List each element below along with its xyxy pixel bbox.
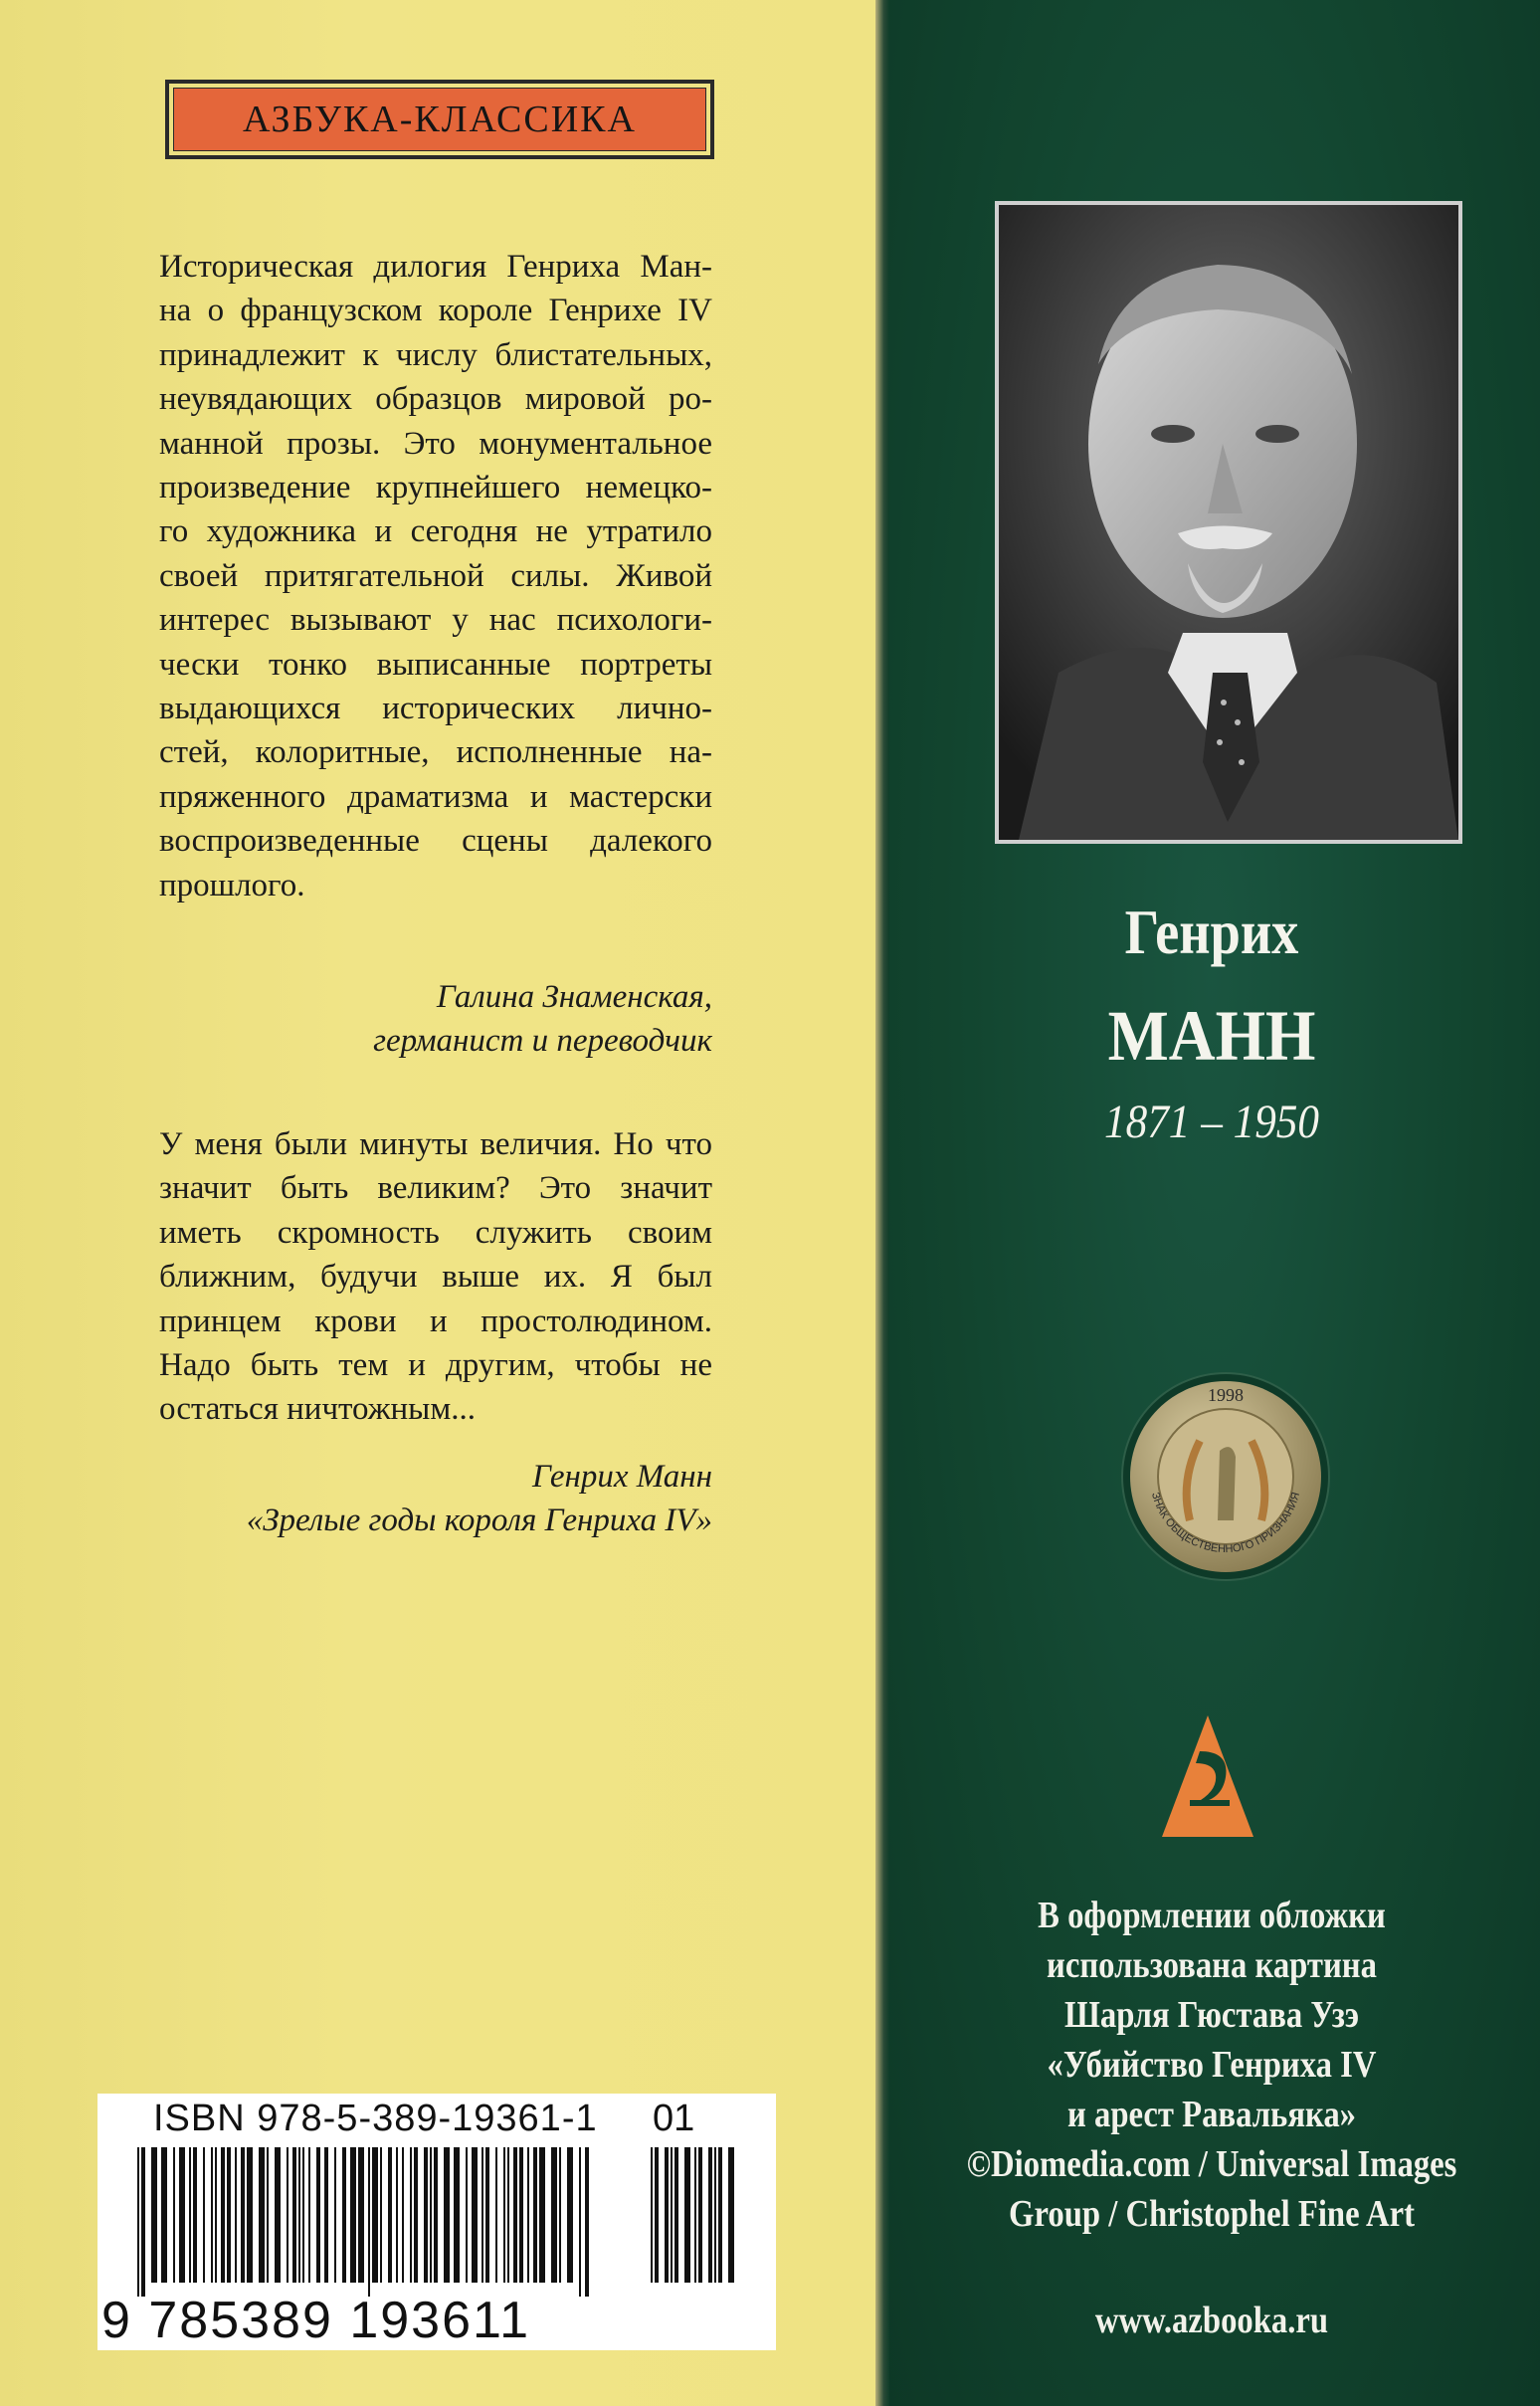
description-line: выдающихся исторических лично- bbox=[159, 691, 712, 727]
barcode-bar bbox=[203, 2147, 205, 2283]
barcode-bar bbox=[292, 2147, 296, 2283]
attribution-name: Галина Знаменская, bbox=[436, 979, 712, 1015]
barcode-bar bbox=[579, 2147, 581, 2297]
barcode-bar bbox=[372, 2147, 378, 2283]
barcode-bar bbox=[444, 2147, 450, 2283]
description-line: воспроизведенные сцены далекого bbox=[159, 823, 712, 860]
barcode-bar bbox=[298, 2147, 300, 2283]
barcode-bar bbox=[410, 2147, 412, 2283]
barcode-bar bbox=[151, 2147, 157, 2283]
barcode-bar bbox=[302, 2147, 304, 2283]
barcode-addon-bars bbox=[651, 2147, 750, 2297]
medal-year: 1998 bbox=[1208, 1385, 1244, 1405]
recognition-medal-icon bbox=[1120, 1371, 1331, 1582]
isbn-label: ISBN 978-5-389-19361-1 bbox=[153, 2098, 598, 2139]
barcode-bar bbox=[380, 2147, 382, 2283]
credit-line: Шарля Гюстава Узэ bbox=[1064, 1994, 1359, 2036]
barcode-bar bbox=[342, 2147, 346, 2283]
quote-line: принцем крови и простолюдином. bbox=[159, 1303, 712, 1339]
barcode-bar bbox=[137, 2147, 139, 2297]
medal-ring-text: ЗНАК ОБЩЕСТВЕННОГО ПРИЗНАНИЯ bbox=[1148, 1491, 1303, 1556]
barcode-bar bbox=[241, 2147, 245, 2283]
barcode-bar bbox=[684, 2147, 690, 2283]
portrait-photo bbox=[999, 205, 1458, 840]
barcode-bar bbox=[519, 2147, 523, 2283]
barcode-bar bbox=[221, 2147, 225, 2283]
description-line: стей, колоритные, исполненные на- bbox=[159, 734, 712, 771]
barcode-bar bbox=[718, 2147, 722, 2283]
barcode-bar bbox=[259, 2147, 265, 2283]
barcode-bar bbox=[533, 2147, 537, 2283]
barcode-bar bbox=[227, 2147, 231, 2283]
description-line: неувядающих образцов мировой ро- bbox=[159, 381, 712, 418]
barcode-bar bbox=[513, 2147, 517, 2283]
barcode-bar bbox=[481, 2147, 483, 2283]
description-line: на о французском короле Генрихе IV bbox=[159, 293, 712, 329]
barcode-bar bbox=[189, 2147, 191, 2283]
barcode-bar bbox=[708, 2147, 712, 2283]
author-last-name: МАНН bbox=[1107, 996, 1316, 1076]
barcode-bar bbox=[193, 2147, 197, 2283]
barcode-bar bbox=[454, 2147, 460, 2283]
description-line: манной прозы. Это монументальное bbox=[159, 425, 712, 462]
barcode-bar bbox=[585, 2147, 589, 2297]
description-line: пряженного драматизма и мастерски bbox=[159, 778, 712, 815]
barcode-bar bbox=[466, 2147, 468, 2283]
barcode-bar bbox=[507, 2147, 509, 2283]
series-label: АЗБУКА-КЛАССИКА bbox=[173, 88, 706, 151]
barcode-bar bbox=[173, 2147, 175, 2283]
barcode-bar bbox=[551, 2147, 557, 2283]
credit-line: В оформлении обложки bbox=[1038, 1895, 1386, 1936]
credit-line: Group / Christophel Fine Art bbox=[1009, 2193, 1415, 2235]
barcode-bar bbox=[414, 2147, 418, 2283]
author-first-name: Генрих bbox=[1124, 897, 1299, 967]
quote-line: ближним, будучи выше их. Я был bbox=[159, 1259, 712, 1296]
barcode-bar bbox=[324, 2147, 328, 2283]
quote-source: «Зрелые годы короля Генриха IV» bbox=[246, 1503, 712, 1538]
barcode-bar bbox=[728, 2147, 734, 2283]
barcode-bar bbox=[714, 2147, 716, 2283]
barcode-bar bbox=[215, 2147, 217, 2283]
barcode-bar bbox=[567, 2147, 573, 2283]
barcode-bar bbox=[694, 2147, 696, 2283]
barcode-bar bbox=[396, 2147, 398, 2283]
quote-line: остаться ничтожным... bbox=[159, 1391, 476, 1428]
quote-line: значит быть великим? Это значит bbox=[159, 1170, 712, 1207]
azbuka-logo-icon bbox=[1160, 1711, 1255, 1841]
barcode-bar bbox=[179, 2147, 185, 2283]
author-portrait bbox=[995, 201, 1462, 844]
barcode-addon-code: 01 bbox=[653, 2098, 695, 2139]
description-attribution bbox=[373, 975, 712, 1063]
barcode-bar bbox=[287, 2147, 289, 2283]
description-line: своей притягательной силы. Живой bbox=[159, 557, 712, 594]
barcode-bar bbox=[472, 2147, 478, 2283]
series-badge bbox=[165, 80, 714, 159]
barcode-bar bbox=[651, 2147, 653, 2283]
quote-line: иметь скромность служить своим bbox=[159, 1214, 712, 1251]
barcode-bar bbox=[161, 2147, 167, 2283]
description-line: чески тонко выписанные портреты bbox=[159, 646, 712, 683]
barcode-bar bbox=[368, 2147, 370, 2297]
quote-line: У меня были минуты величия. Но что bbox=[159, 1126, 712, 1162]
barcode-bar bbox=[503, 2147, 505, 2283]
description-line: прошлого. bbox=[159, 867, 305, 903]
barcode-bar bbox=[495, 2147, 497, 2283]
barcode-bar bbox=[424, 2147, 428, 2283]
description-line: принадлежит к числу блистательных, bbox=[159, 336, 712, 373]
barcode-bar bbox=[275, 2147, 281, 2283]
barcode-bar bbox=[430, 2147, 432, 2283]
barcode-bar bbox=[350, 2147, 356, 2283]
description-line: Историческая дилогия Генриха Ман- bbox=[159, 249, 712, 285]
publisher-website: www.azbooka.ru bbox=[1094, 2300, 1329, 2341]
barcode-bar bbox=[559, 2147, 561, 2283]
author-years: 1871 – 1950 bbox=[1104, 1096, 1319, 1148]
barcode-bar bbox=[247, 2147, 253, 2283]
barcode-bar bbox=[665, 2147, 669, 2283]
description-line: произведение крупнейшего немецко- bbox=[159, 470, 712, 506]
description-line: го художника и сегодня не утратило bbox=[159, 513, 712, 550]
cover-credits bbox=[883, 1891, 1540, 2239]
attribution-role: германист и переводчик bbox=[373, 1023, 712, 1059]
quote-line: Надо быть тем и другим, чтобы не bbox=[159, 1347, 712, 1384]
description-text bbox=[159, 245, 712, 907]
description-line: интерес вызывают у нас психологи- bbox=[159, 602, 712, 639]
credit-line: использована картина bbox=[1047, 1944, 1377, 1986]
barcode-bar bbox=[141, 2147, 145, 2297]
barcode-bars bbox=[137, 2147, 635, 2297]
credit-line: «Убийство Генриха IV bbox=[1047, 2044, 1377, 2086]
barcode-bar bbox=[434, 2147, 438, 2283]
barcode-bar bbox=[655, 2147, 659, 2283]
barcode-bar bbox=[235, 2147, 237, 2283]
barcode-bar bbox=[698, 2147, 702, 2283]
barcode-bar bbox=[358, 2147, 364, 2283]
barcode-bar bbox=[308, 2147, 310, 2283]
barcode-number: 9 785389 193611 bbox=[101, 2292, 530, 2349]
barcode bbox=[97, 2094, 776, 2350]
barcode-bar bbox=[402, 2147, 404, 2283]
barcode-bar bbox=[211, 2147, 213, 2283]
barcode-bar bbox=[267, 2147, 269, 2283]
quote-text bbox=[159, 1122, 712, 1432]
barcode-bar bbox=[527, 2147, 529, 2283]
barcode-bar bbox=[316, 2147, 320, 2283]
credit-line: и арест Равальяка» bbox=[1066, 2094, 1357, 2135]
barcode-bar bbox=[539, 2147, 545, 2283]
barcode-bar bbox=[671, 2147, 673, 2283]
quote-author: Генрих Манн bbox=[532, 1459, 712, 1495]
barcode-bar bbox=[334, 2147, 336, 2283]
credit-line: ©Diomedia.com / Universal Images bbox=[966, 2143, 1457, 2185]
quote-attribution bbox=[247, 1455, 712, 1542]
barcode-bar bbox=[674, 2147, 678, 2283]
barcode-bar bbox=[485, 2147, 489, 2283]
barcode-bar bbox=[388, 2147, 392, 2283]
